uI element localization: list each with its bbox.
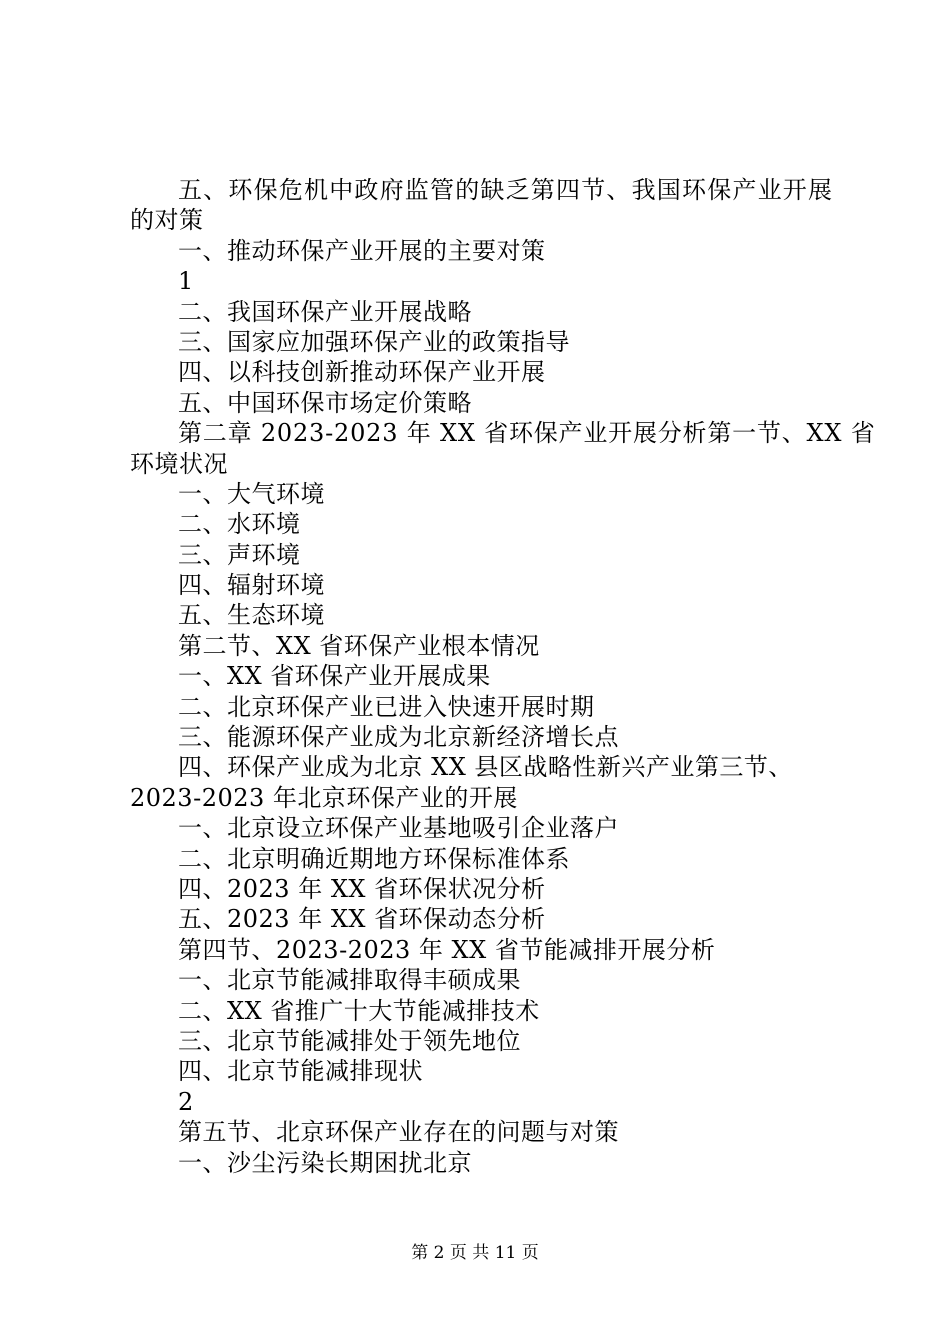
text-line: 三、声环境 bbox=[178, 540, 301, 569]
document-body bbox=[130, 175, 876, 1178]
text-line: 的对策 bbox=[130, 206, 204, 235]
section-heading: 第五节、北京环保产业存在的问题与对策 bbox=[178, 1118, 619, 1147]
text-line: 五、中国环保市场定价策略 bbox=[178, 388, 472, 417]
text-line: 一、XX 省环保产业开展成果 bbox=[178, 662, 491, 691]
text-line: 二、北京环保产业已进入快速开展时期 bbox=[178, 692, 595, 721]
text-line: 2023-2023 年北京环保产业的开展 bbox=[130, 783, 518, 812]
text-line: 二、我国环保产业开展战略 bbox=[178, 297, 472, 326]
section-heading: 第二节、XX 省环保产业根本情况 bbox=[178, 631, 540, 660]
text-line: 一、推动环保产业开展的主要对策 bbox=[178, 236, 546, 265]
chapter-heading: 第二章 2023-2023 年 XX 省环保产业开展分析第一节、XX 省 bbox=[178, 419, 876, 448]
page-number-marker: 1 bbox=[178, 267, 194, 296]
section-heading: 第四节、2023-2023 年 XX 省节能减排开展分析 bbox=[178, 935, 716, 964]
page-footer: 第 2 页 共 11 页 bbox=[411, 1243, 539, 1263]
text-line: 三、能源环保产业成为北京新经济增长点 bbox=[178, 723, 619, 752]
text-line: 三、国家应加强环保产业的政策指导 bbox=[178, 327, 570, 356]
text-line: 五、2023 年 XX 省环保动态分析 bbox=[178, 905, 546, 934]
text-line: 四、北京节能减排现状 bbox=[178, 1057, 423, 1086]
text-line: 五、环保危机中政府监管的缺乏第四节、我国环保产业开展 bbox=[178, 176, 834, 204]
text-line: 五、生态环境 bbox=[178, 601, 325, 630]
text-line: 一、北京设立环保产业基地吸引企业落户 bbox=[178, 814, 619, 843]
text-line: 一、沙尘污染长期困扰北京 bbox=[178, 1148, 472, 1177]
text-line: 四、2023 年 XX 省环保状况分析 bbox=[178, 874, 546, 903]
text-line: 四、环保产业成为北京 XX 县区战略性新兴产业第三节、 bbox=[178, 753, 793, 782]
text-line: 二、水环境 bbox=[178, 510, 301, 539]
text-line: 四、辐射环境 bbox=[178, 571, 325, 600]
text-line: 三、北京节能减排处于领先地位 bbox=[178, 1026, 521, 1055]
text-line: 一、大气环境 bbox=[178, 479, 325, 508]
text-line: 四、以科技创新推动环保产业开展 bbox=[178, 358, 546, 387]
text-line: 环境状况 bbox=[130, 449, 228, 478]
text-line: 二、北京明确近期地方环保标准体系 bbox=[178, 844, 570, 873]
page-number-marker: 2 bbox=[178, 1087, 194, 1116]
text-line: 一、北京节能减排取得丰硕成果 bbox=[178, 966, 521, 995]
text-line: 二、XX 省推广十大节能减排技术 bbox=[178, 996, 540, 1025]
